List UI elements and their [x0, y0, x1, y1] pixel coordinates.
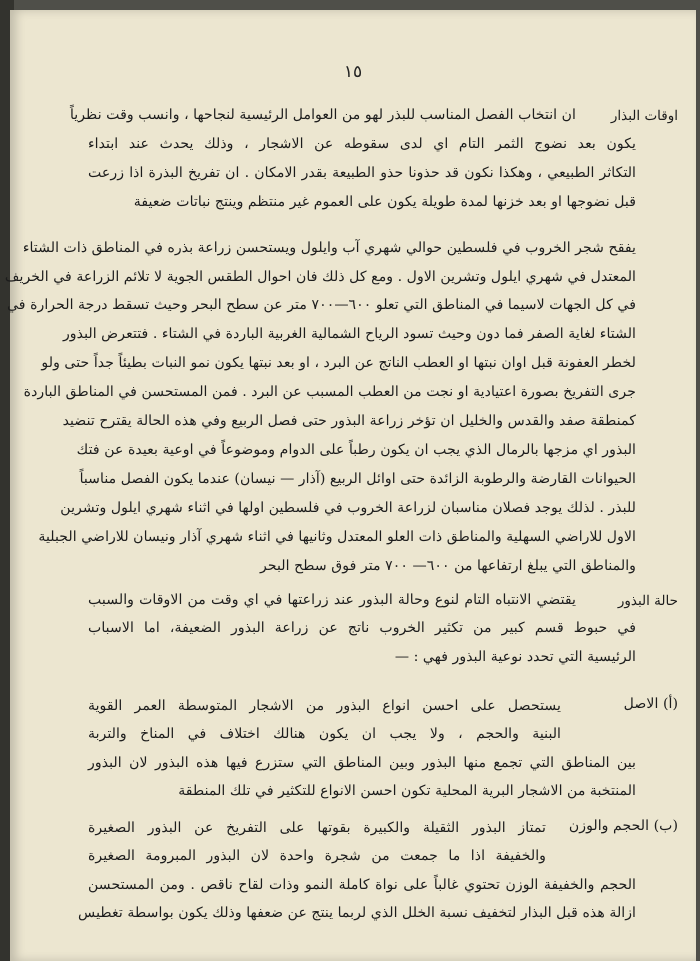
text-line: ازالة هذه قبل البذار لتخفيف نسبة الخلل الذي لربما ينتج عن ضعفها وذلك يكون بواسطة تغطيس	[78, 905, 636, 921]
margin-label-sowing-times: اوقات البذار	[610, 108, 678, 124]
text-line: جرى التفريخ بصورة اعتيادية او نجت من العطب المسبب عن البرد . فمن المستحسن في المناطق الباردة	[23, 384, 636, 400]
text-line: البنية والحجم ، ولا يجب ان يكون هنالك اختلاف في المناخ والتربة	[88, 726, 561, 742]
text-line: في كل الجهات لاسيما في المناطق التي تعلو ٦٠٠—٧٠٠ متر عن سطح البحر وحيث تسقط درجة الحرارة في	[6, 297, 636, 313]
text-line: الحيوانات القارضة والرطوبة الزائدة حتى اوائل الربيع (آذار — نيسان) عندما يكون الفصل مناسباً	[79, 471, 636, 487]
text-line: والخفيفة اذا ما جمعت من شجرة واحدة لان البذور المبرومة الصغيرة	[88, 848, 546, 864]
text-line: الحجم والخفيفة الوزن تحتوي غالباً على نواة كاملة النمو وذات لقاح ناقص . ومن المستحسن	[88, 877, 636, 893]
text-line: بين المناطق التي تجمع منها البذور وبين المناطق التي ستزرع فيها هذه البذور لان البذور	[88, 755, 636, 771]
text-line: الرئيسية التي تحدد نوعية البذور فهي : —	[394, 649, 636, 665]
text-line: الشتاء لغاية الصفر فما دون وحيث تسود الرياح الشمالية الغربية الباردة في الشتاء . فتتعرض البذور	[62, 326, 636, 342]
item-label-size-weight: (ب) الحجم والوزن	[568, 818, 678, 834]
text-line: قبل نضوجها او بعد خزنها لمدة طويلة يكون على العموم غير منتظم وينتج نباتات ضعيفة	[133, 194, 636, 210]
page-number: ١٥	[343, 62, 363, 82]
text-line: كمنطقة صفد والقدس والخليل ان تؤخر زراعة البذور حتى فصل الربيع وفي هذه الحالة يقترح تنضيد	[62, 413, 636, 429]
text-line: والمناطق التي يبلغ ارتفاعها من ٦٠٠— ٧٠٠ متر فوق سطح البحر	[260, 558, 636, 574]
text-line: يستحصل على احسن انواع البذور من الاشجار المتوسطة العمر القوية	[88, 698, 561, 714]
text-line: في حبوط قسم كبير من تكثير الخروب ناتج عن زراعة البذور الضعيفة، اما الاسباب	[88, 620, 636, 636]
item-label-origin: (أ) الاصل	[623, 696, 678, 712]
book-page	[4, 10, 696, 961]
text-line: يكون بعد نضوج الثمر التام اي لدى سقوطه عن الاشجار ، وذلك يحدث عند ابتداء	[88, 136, 636, 152]
text-line: ان انتخاب الفصل المناسب للبذر لهو من العوامل الرئيسية لنجاحها ، وانسب وقت نظرياً	[69, 107, 576, 123]
text-line: الاول للاراضي السهلية والمناطق ذات العلو المعتدل وثانيها في اثناء شهري آذار ونيسان للاراضي الجبلية	[38, 529, 636, 545]
text-line: المعتدل في شهري ايلول وتشرين الاول . ومع كل ذلك فان احوال الطقس الجوية لا تلائم الزراعة في الخريف	[4, 269, 636, 285]
margin-label-seed-condition: حالة البذور	[617, 593, 678, 609]
text-line: تمتاز البذور الثقيلة والكبيرة بقوتها على التفريخ عن البذور الصغيرة	[88, 820, 546, 836]
text-line: يقتضي الانتباه التام لنوع وحالة البذور عند زراعتها في اي وقت من الاوقات والسبب	[88, 592, 576, 608]
text-line: للبذر . لذلك يوجد فصلان مناسبان لزراعة الخروب في فلسطين اولها في اثناء شهري ايلول وتشرين	[60, 500, 636, 516]
text-line: البذور اي مزجها بالرمال الذي يجب ان يكون رطباً على الدوام وموضوعاً في اوعية بعيدة عن فتك	[76, 442, 636, 458]
text-line: المنتخبة من الاشجار البرية المحلية تكون احسن الانواع للتكثير في تلك المنطقة	[178, 783, 636, 799]
text-line: لخطر العفونة قبل اوان نبتها او العطب الناتج عن البرد ، او بعد نبتها يكون نمو النبات بطيئاً جداً حتى ولو	[41, 355, 636, 371]
text-line: التكاثر الطبيعي ، وهكذا نكون قد حذونا حذو الطبيعة بقدر الامكان . ان تفريخ البذرة اذا زرعت	[88, 165, 636, 181]
text-line: يفقح شجر الخروب في فلسطين حوالي شهري آب وايلول ويستحسن زراعة بذره في المناطق ذات الشتاء	[22, 240, 636, 256]
